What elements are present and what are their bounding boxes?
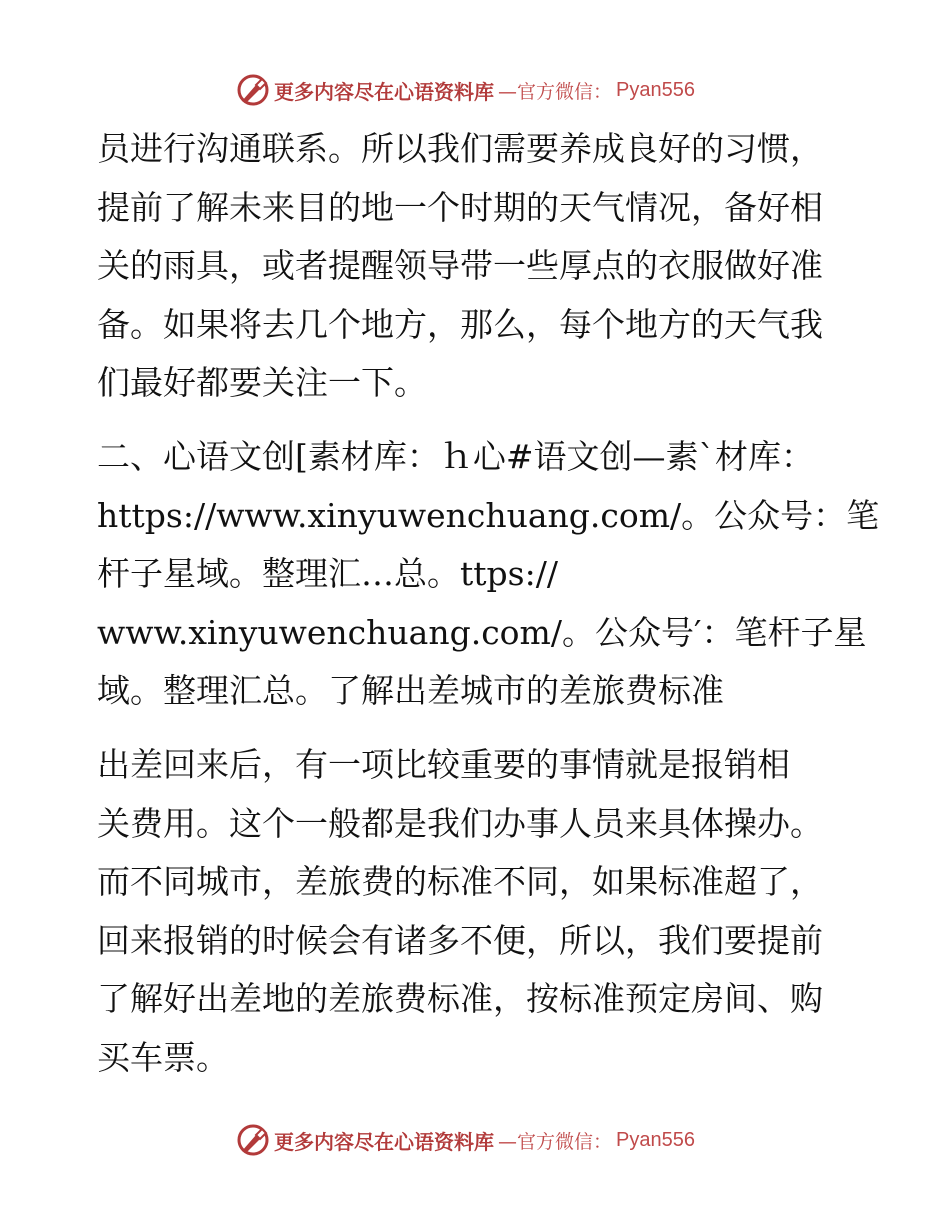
text-line: 域。整理汇总。了解出差城市的差旅费标准 bbox=[97, 671, 724, 711]
watermark-wechat-label: —官方微信： bbox=[498, 80, 613, 103]
paragraph-weather bbox=[97, 120, 867, 413]
watermark-brand: 更多内容尽在心语资料库 bbox=[274, 1129, 494, 1154]
text-line: 而不同城市，差旅费的标准不同，如果标准超了， bbox=[97, 862, 823, 902]
text-line: 关的雨具，或者提醒领导带一些厚点的衣服做好准 bbox=[97, 246, 823, 286]
text-line: 备。如果将去几个地方，那么，每个地方的天气我 bbox=[97, 304, 823, 344]
paragraph-gap bbox=[97, 413, 867, 428]
text-line: 员进行沟通联系。所以我们需要养成良好的习惯， bbox=[97, 129, 823, 168]
watermark-brand: 更多内容尽在心语资料库 bbox=[274, 79, 494, 104]
pen-logo-icon bbox=[236, 73, 270, 107]
paragraph-section-two bbox=[97, 428, 880, 721]
text-line: 出差回来后，有一项比较重要的事情就是报销相 bbox=[97, 744, 790, 784]
text-line: 买车票。 bbox=[97, 1037, 229, 1077]
body-text bbox=[97, 120, 880, 1088]
watermark-wechat-id: Pyan556 bbox=[616, 78, 695, 101]
text-line: 提前了解未来目的地一个时期的天气情况，备好相 bbox=[97, 187, 823, 227]
text-line: 关费用。这个一般都是我们办事人员来具体操办。 bbox=[97, 803, 823, 843]
paragraph-gap bbox=[97, 721, 867, 736]
footer-watermark bbox=[236, 1122, 695, 1158]
text-line: www.xinyuwenchuang.com/。公众号′：笔杆子星 bbox=[97, 612, 867, 652]
text-line: 了解好出差地的差旅费标准，按标准预定房间、购 bbox=[97, 979, 823, 1019]
text-line: 二、心语文创[素材库：ｈ心#语文创—素`材库： bbox=[97, 436, 815, 476]
watermark-wechat-label: —官方微信： bbox=[498, 1130, 613, 1153]
text-line: https://www.xinyuwenchuang.com/。公众号：笔 bbox=[97, 495, 880, 535]
header-watermark bbox=[236, 72, 695, 108]
paragraph-reimbursement bbox=[97, 736, 867, 1088]
text-line: 回来报销的时候会有诸多不便，所以，我们要提前 bbox=[97, 920, 823, 960]
text-line: 们最好都要关注一下。 bbox=[97, 363, 427, 403]
pen-logo-icon bbox=[236, 1123, 270, 1157]
watermark-wechat-id: Pyan556 bbox=[616, 1128, 695, 1151]
text-line: 杆子星域。整理汇…总。ttps:// bbox=[97, 554, 558, 594]
